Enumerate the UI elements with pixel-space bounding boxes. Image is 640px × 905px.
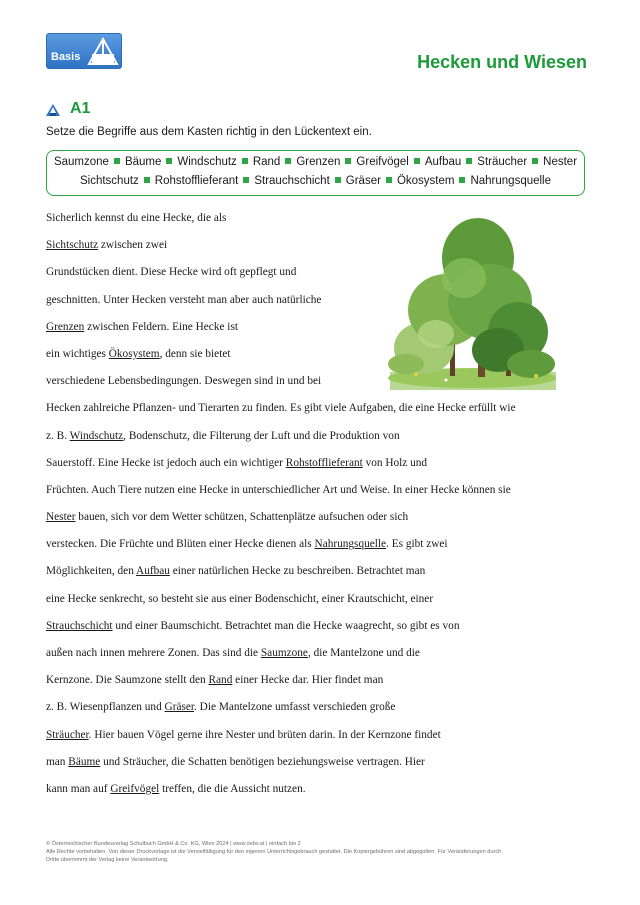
separator-square-icon: [414, 158, 420, 164]
separator-square-icon: [335, 177, 341, 183]
word-box-term: Grenzen: [296, 156, 341, 168]
filled-answer: Sträucher: [46, 728, 89, 741]
text-segment: bauen, sich vor dem Wetter schützen, Schattenplätze aufsuchen oder sich: [75, 511, 409, 524]
text-segment: eine Hecke senkrecht, so besteht sie aus einer Bodenschicht, einer Krautschicht, einer: [46, 592, 434, 605]
separator-square-icon: [243, 177, 249, 183]
text-line: [46, 645, 586, 672]
word-box-term: Rohstofflieferant: [154, 175, 239, 187]
text-segment: z. B.: [46, 429, 70, 442]
separator-square-icon: [532, 158, 538, 164]
text-line: [46, 237, 586, 264]
text-segment: man: [46, 755, 69, 768]
text-segment: Früchten. Auch Tiere nutzen eine Hecke in unterschiedlicher Art und Weise. In einer Hecke können sie: [46, 483, 511, 496]
separator-square-icon: [466, 158, 472, 164]
text-segment: treffen, die die Aussicht nutzen.: [159, 782, 306, 795]
filled-answer: Gräser: [164, 701, 195, 714]
text-segment: , Bodenschutz, die Filterung der Luft und die Produktion von: [123, 429, 400, 442]
task-label: A1: [70, 100, 91, 117]
filled-answer: Windschutz: [69, 429, 124, 442]
text-segment: zwischen Feldern. Eine Hecke ist: [84, 320, 238, 333]
text-segment: z. B. Wiesenpflanzen und: [46, 701, 165, 714]
text-line: [46, 618, 586, 645]
separator-square-icon: [345, 158, 351, 164]
text-line: [46, 373, 586, 400]
filled-answer: Strauchschicht: [46, 619, 113, 632]
mountain-icon: [46, 104, 60, 116]
text-line: [46, 210, 586, 237]
text-segment: einer natürlichen Hecke zu beschreiben. Betrachtet man: [169, 565, 426, 578]
triangle-level-icon: [87, 37, 119, 66]
separator-square-icon: [114, 158, 120, 164]
text-segment: von Holz und: [362, 456, 428, 469]
separator-square-icon: [144, 177, 150, 183]
filled-answer: Greifvögel: [110, 782, 160, 795]
text-line: [46, 482, 586, 509]
filled-answer: Aufbau: [136, 565, 170, 578]
word-box-term: Bäume: [124, 156, 162, 168]
word-box-term: Gräser: [345, 175, 381, 187]
word-box-term: Ökosystem: [396, 175, 455, 187]
text-segment: Grundstücken dient. Diese Hecke wird oft gepflegt und: [46, 266, 297, 279]
text-segment: verschiedene Lebensbedingungen. Deswegen sind in und bei: [46, 375, 322, 388]
footer-copyright: © Österreichischer Bundesverlag Schulbuch GmbH & Co. KG, Wien 2024 | www.oebv.at | einfach bio 2: [46, 841, 301, 847]
separator-square-icon: [166, 158, 172, 164]
text-segment: geschnitten. Unter Hecken versteht man aber auch natürliche: [46, 293, 322, 306]
text-line: [46, 754, 586, 781]
filled-answer: Rand: [208, 674, 233, 687]
text-line: [46, 264, 586, 291]
text-segment: zwischen zwei: [98, 239, 168, 252]
word-box-term: Greifvögel: [356, 156, 409, 168]
filled-answer: Sichtschutz: [46, 239, 99, 252]
separator-square-icon: [459, 177, 465, 183]
separator-square-icon: [242, 158, 248, 164]
text-segment: ein wichtiges: [46, 347, 109, 360]
text-line: [46, 536, 586, 563]
filled-answer: Nester: [46, 511, 76, 524]
text-segment: , die Mantelzone und die: [307, 647, 420, 659]
filled-answer: Bäume: [68, 755, 101, 768]
text-line: [46, 428, 586, 455]
separator-square-icon: [386, 177, 392, 183]
text-line: [46, 672, 586, 699]
word-box-term: Rand: [252, 156, 281, 168]
text-segment: verstecken. Die Früchte und Blüten einer Hecke dienen als: [46, 538, 315, 551]
text-segment: Sauerstoff. Eine Hecke ist jedoch auch ein wichtiger: [46, 456, 286, 469]
text-segment: . Hier bauen Vögel gerne ihre Nester und brüten darin. In der Kernzone findet: [88, 728, 441, 741]
text-segment: außen nach innen mehrere Zonen. Das sind die: [46, 647, 261, 659]
logo-text: Basis: [51, 51, 81, 63]
footer: [46, 840, 606, 864]
word-box-term: Windschutz: [177, 156, 237, 168]
word-box: [46, 150, 585, 196]
text-segment: Hecken zahlreiche Pflanzen- und Tierarten zu finden. Es gibt viele Aufgaben, die eine Hecke erfüllt wie: [46, 402, 516, 415]
word-box-term: Aufbau: [424, 156, 462, 168]
text-segment: einer Hecke dar. Hier findet man: [232, 674, 384, 687]
word-box-line-2: [47, 175, 584, 187]
text-segment: , denn sie bietet: [159, 347, 231, 360]
text-line: [46, 727, 586, 754]
word-box-term: Nester: [543, 156, 578, 168]
text-segment: . Es gibt zwei: [386, 538, 448, 551]
word-box-term: Strauchschicht: [254, 175, 330, 187]
page-title: Hecken und Wiesen: [417, 52, 587, 72]
text-line: [46, 292, 586, 319]
text-line: [46, 400, 586, 427]
text-line: [46, 455, 586, 482]
footer-disclaimer: Dritte übernimmt der Verlag keine Verantwortung.: [46, 857, 169, 863]
cloze-text: [46, 210, 586, 808]
task-instruction: Setze die Begriffe aus dem Kasten richtig in den Lückentext ein.: [46, 126, 372, 138]
text-segment: . Die Mantelzone umfasst verschieden große: [194, 701, 396, 714]
text-segment: und einer Baumschicht. Betrachtet man die Hecke waagrecht, so gibt es von: [112, 619, 460, 632]
text-line: [46, 509, 586, 536]
filled-answer: Rohstofflieferant: [285, 456, 363, 469]
basis-logo: [46, 33, 122, 69]
word-box-term: Sichtschutz: [79, 175, 139, 187]
text-segment: Kernzone. Die Saumzone stellt den: [46, 674, 209, 687]
text-line: [46, 699, 586, 726]
text-segment: Möglichkeiten, den: [46, 565, 137, 578]
text-line: [46, 346, 586, 373]
filled-answer: Grenzen: [46, 320, 85, 333]
filled-answer: Nahrungsquelle: [314, 538, 387, 551]
word-box-line-1: [47, 156, 584, 168]
text-segment: kann man auf: [46, 782, 111, 795]
filled-answer: Ökosystem: [108, 347, 160, 360]
filled-answer: Saumzone: [260, 647, 308, 659]
text-line: [46, 563, 586, 590]
word-box-term: Saumzone: [53, 156, 109, 168]
word-box-term: Nahrungsquelle: [470, 175, 552, 187]
text-segment: Sicherlich kennst du eine Hecke, die als: [46, 212, 227, 224]
text-line: [46, 319, 586, 346]
footer-rights: Alle Rechte vorbehalten. Von dieser Druckvorlage ist die Vervielfältigung für den eigenen Unterrichtsgebrauch gestattet. Die Kopiergebühren sind abgegolten. Für Veränderungen durch: [46, 849, 502, 855]
word-box-term: Sträucher: [477, 156, 528, 168]
text-segment: und Sträucher, die Schatten benötigen beziehungsweise vertragen. Hier: [100, 755, 425, 768]
text-line: [46, 591, 586, 618]
separator-square-icon: [285, 158, 291, 164]
text-line: [46, 781, 586, 808]
